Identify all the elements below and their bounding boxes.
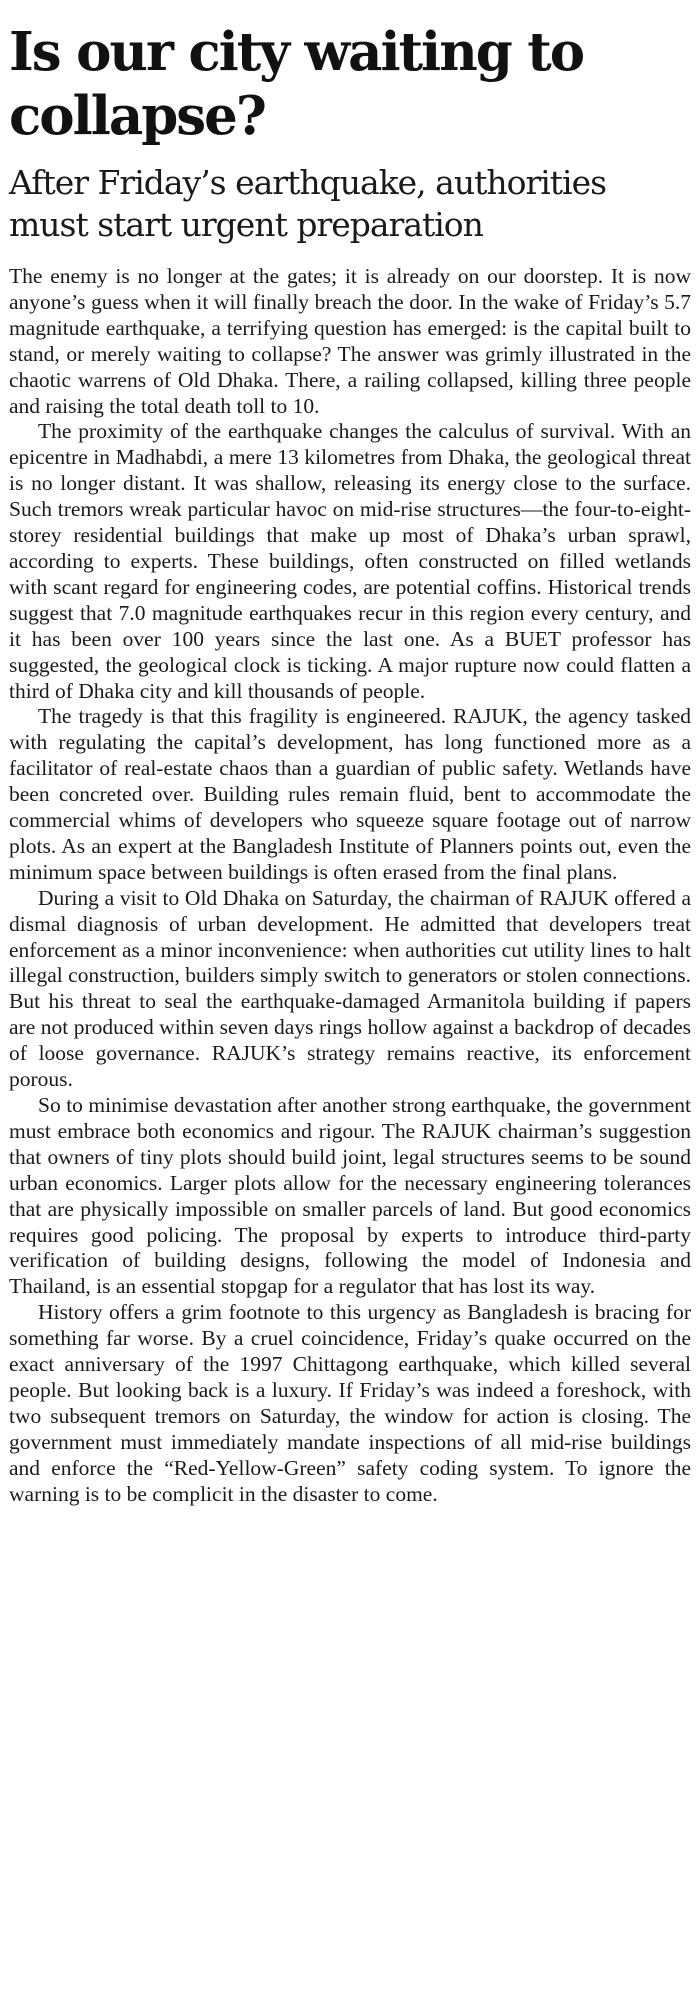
headline: Is our city waiting to collapse? [9, 21, 584, 147]
paragraph-3: The tragedy is that this fragility is engineered. RAJUK, the agency tasked with regulating the capital’s development, has long functioned more as a facilitator of real-estate chaos than a guardian of public safety. Wetlands have been concreted over. Building rules remain fluid, bent to accommodate the commercial whims of developers who squeeze square footage out of narrow plots. As an expert at the Bangladesh Institute of Planners points out, even the minimum space between buildings is often erased from the final plans. [9, 704, 691, 884]
subheadline: After Friday’s earthquake, authorities must start urgent preparation [9, 163, 607, 244]
paragraph-4: During a visit to Old Dhaka on Saturday, the chairman of RAJUK offered a dismal diagnosis of urban development. He admitted that developers treat enforcement as a minor inconvenience: when authorities cut utility lines to halt illegal construction, builders simply switch to generators or stolen connections. But his threat to seal the earthquake-damaged Armanitola building if papers are not produced within seven days rings hollow against a backdrop of decades of loose governance. RAJUK’s strategy remains reactive, its enforcement porous. [9, 885, 691, 1092]
paragraph-2: The proximity of the earthquake changes the calculus of survival. With an epicentre in Madhabdi, a mere 13 kilometres from Dhaka, the geological threat is no longer distant. It was shallow, releasing its energy close to the surface. Such tremors wreak particular havoc on mid-rise structures—the four-to-eight-storey residential buildings that make up most of Dhaka’s urban sprawl, according to experts. These buildings, often constructed on filled wetlands with scant regard for engineering codes, are potential coffins. Historical trends suggest that 7.0 magnitude earthquakes recur in this region every century, and it has been over 100 years since the last one. As a BUET professor has suggested, the geological clock is ticking. A major rupture now could flatten a third of Dhaka city and kill thousands of people. [9, 419, 691, 703]
paragraph-6: History offers a grim footnote to this urgency as Bangladesh is bracing for something far worse. By a cruel coincidence, Friday’s quake occurred on the exact anniversary of the 1997 Chittagong earthquake, which killed several people. But looking back is a luxury. If Friday’s was indeed a foreshock, with two subsequent tremors on Saturday, the window for action is closing. The government must immediately mandate inspections of all mid-rise buildings and enforce the “Red-Yellow-Green” safety coding system. To ignore the warning is to be complicit in the disaster to come. [9, 1300, 691, 1506]
paragraph-1: The enemy is no longer at the gates; it is already on our doorstep. It is now anyone’s guess when it will finally breach the door. In the wake of Friday’s 5.7 magnitude earthquake, a terrifying question has emerged: is the capital built to stand, or merely waiting to collapse? The answer was grimly illustrated in the chaotic warrens of Old Dhaka. There, a railing collapsed, killing three people and raising the total death toll to 10. [9, 264, 691, 418]
paragraph-5: So to minimise devastation after another strong earthquake, the government must embrace both economics and rigour. The RAJUK chairman’s suggestion that owners of tiny plots should build joint, legal structures seems to be sound urban economics. Larger plots allow for the necessary engineering tolerances that are physically impossible on smaller parcels of land. But good economics requires good policing. The proposal by experts to introduce third-party verification of building designs, following the model of Indonesia and Thailand, is an essential stopgap for a regulator that has lost its way. [9, 1093, 691, 1299]
editorial-article [9, 0, 691, 1508]
article-body [9, 264, 691, 1508]
